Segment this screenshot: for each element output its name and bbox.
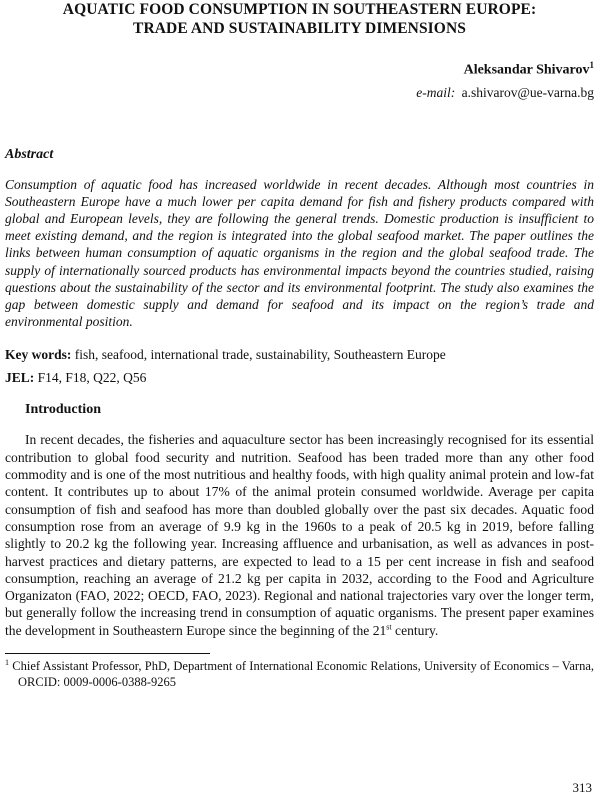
title-line-1: AQUATIC FOOD CONSUMPTION IN SOUTHEASTERN EUROPE: bbox=[62, 1, 537, 18]
section-heading-introduction: Introduction bbox=[25, 402, 101, 418]
keywords-label: Key words: bbox=[5, 347, 72, 363]
jel-value: F14, F18, Q22, Q56 bbox=[37, 370, 147, 386]
introduction-text-end: century. bbox=[391, 622, 439, 638]
footnote-mark: 1 bbox=[5, 657, 9, 667]
ordinal-suffix: st bbox=[386, 622, 392, 632]
abstract-text: Consumption of aquatic food has increased worldwide in recent decades. Although most countries in Southeastern Europe have a much lower per capita demand for fish and fishery products compared with global and European levels, they are following the general trends. Domestic production is insufficient to meet existing demand, and the region is integrated into the global seafood market. The paper outlines the links between human consumption of aquatic organisms in the region and the global seafood trade. The supply of internationally sourced products has environmental impacts beyond the countries studied, raising questions about the sustainability of the sector and its environmental footprint. The study also examines the gap between domestic supply and demand for seafood and its impact on the region’s trade and environmental position. bbox=[5, 176, 594, 330]
page-number: 313 bbox=[572, 780, 592, 795]
author-name: Aleksandar Shivarov bbox=[463, 62, 590, 78]
footnote-text: Chief Assistant Professor, PhD, Department of International Economic Relations, University of Economics – Varna, ORCID: 0009-0006-0388-9265 bbox=[9, 658, 594, 689]
paper-title bbox=[5, 0, 594, 38]
email-label: e-mail: bbox=[416, 84, 456, 100]
footnote-divider bbox=[5, 653, 210, 654]
introduction-text: In recent decades, the fisheries and aquaculture sector has been increasingly recognised for its essential contribution to global food security and nutrition. Seafood has been traded more than any other food commodity and is one of the most nutritious and healthy foods, with high quality animal protein and low-fat content. It contributes up to about 17% of the animal protein consumed worldwide. Average per capita consumption of fish and seafood has more than doubled globally over the past six decades. Aquatic food consumption rose from an average of 9.9 kg in the 1960s to a peak of 20.5 kg in 2019, before falling slightly to 20.2 kg the following year. Increasing affluence and urbanisation, as well as advances in post-harvest practices and dietary patterns, are expected to lead to a 15 per cent increase in fish and seafood consumption, reaching an average of 21.2 kg per capita in 2032, according to the Food and Agriculture Organizaton (FAO, 2022; OECD, FAO, 2023). Regional and national trajectories vary over the longer term, but generally follow the increasing trend in consumption of aquatic organisms. The present paper examines the development in Southeastern Europe since the beginning of the 21 bbox=[5, 432, 594, 638]
abstract-heading: Abstract bbox=[5, 146, 54, 162]
jel-label: JEL: bbox=[5, 370, 35, 386]
author-line bbox=[5, 56, 594, 80]
author-footnote-mark: 1 bbox=[589, 60, 594, 70]
title-line-2: TRADE AND SUSTAINABILITY DIMENSIONS bbox=[133, 20, 466, 37]
introduction-paragraph bbox=[5, 431, 594, 639]
keywords-line bbox=[5, 346, 594, 364]
author-email-line bbox=[5, 84, 594, 102]
jel-line bbox=[5, 369, 594, 387]
footnote bbox=[5, 655, 594, 690]
email-address: a.shivarov@ue-varna.bg bbox=[461, 84, 594, 100]
keywords-value: fish, seafood, international trade, sustainability, Southeastern Europe bbox=[74, 347, 446, 363]
